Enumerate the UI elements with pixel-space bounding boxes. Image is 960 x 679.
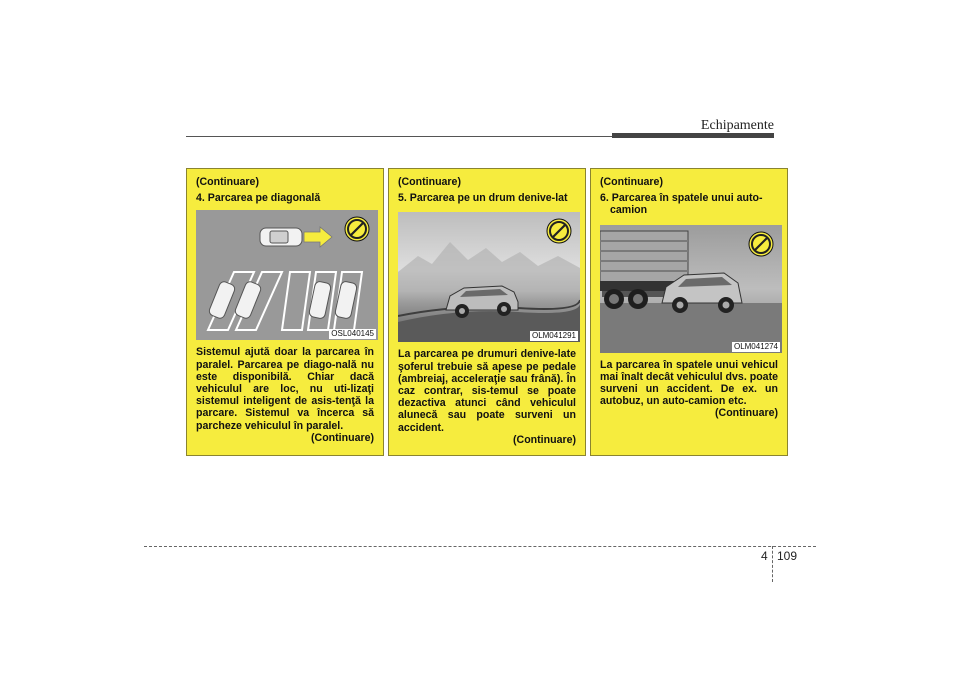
continued-heading: (Continuare)	[600, 176, 663, 188]
footer-rule	[144, 546, 816, 547]
item-title: 5. Parcarea pe un drum denive-lat	[398, 192, 568, 205]
diagonal-parking-illustration	[196, 210, 378, 340]
figure-code: OSL040145	[331, 329, 374, 339]
continued-footer: (Continuare)	[311, 431, 374, 444]
panel-body-text: La parcarea pe drumuri denive-late şoferul trebuie să apese pe pedale (ambreiaj, acceleraţie sau frână). În caz contrar, sis-temul se poate dezactiva atunci când vehiculul alunecă sau poate surveni un accident.	[398, 348, 576, 434]
caution-panel-diagonal-parking	[186, 168, 384, 456]
caution-panel-behind-truck	[590, 168, 788, 456]
item-title: 6. Parcarea în spatele unui auto-camion	[600, 192, 763, 217]
no-entry-sign-icon	[748, 231, 774, 257]
continued-heading: (Continuare)	[196, 176, 259, 188]
no-entry-sign-icon	[546, 218, 572, 244]
item-title: 4. Parcarea pe diagonală	[196, 192, 321, 205]
header-rule-accent	[612, 133, 774, 138]
page-number: 109	[777, 549, 798, 563]
continued-footer: (Continuare)	[715, 407, 778, 420]
moving-car	[260, 228, 302, 246]
caution-panel-uneven-road	[388, 168, 586, 456]
uneven-road-illustration	[398, 212, 580, 342]
continued-heading: (Continuare)	[398, 176, 461, 188]
section-title: Echipamente	[700, 118, 774, 133]
continued-footer: (Continuare)	[513, 433, 576, 446]
panel-body-text: Sistemul ajută doar la parcarea în paralel. Parcarea pe diago-nală nu este disponibilă. Chiar dacă vehiculul are loc, nu uti-lizaţi sistemul inteligent de asis-tenţă la parcare. Sistemul va încerca să parcheze vehiculul în paralel.	[196, 346, 374, 432]
no-entry-sign-icon	[344, 216, 370, 242]
figure-code: OLM041291	[531, 331, 576, 341]
chapter-number: 4	[761, 549, 768, 563]
panel-body-text: La parcarea în spatele unui vehicul mai înalt decât vehiculul dvs. poate surveni un accident. De ex. un autobuz, un auto-camion etc.	[600, 358, 778, 408]
truck-parking-illustration	[600, 225, 782, 353]
figure-code: OLM041274	[733, 341, 778, 351]
footer-divider	[772, 546, 773, 582]
